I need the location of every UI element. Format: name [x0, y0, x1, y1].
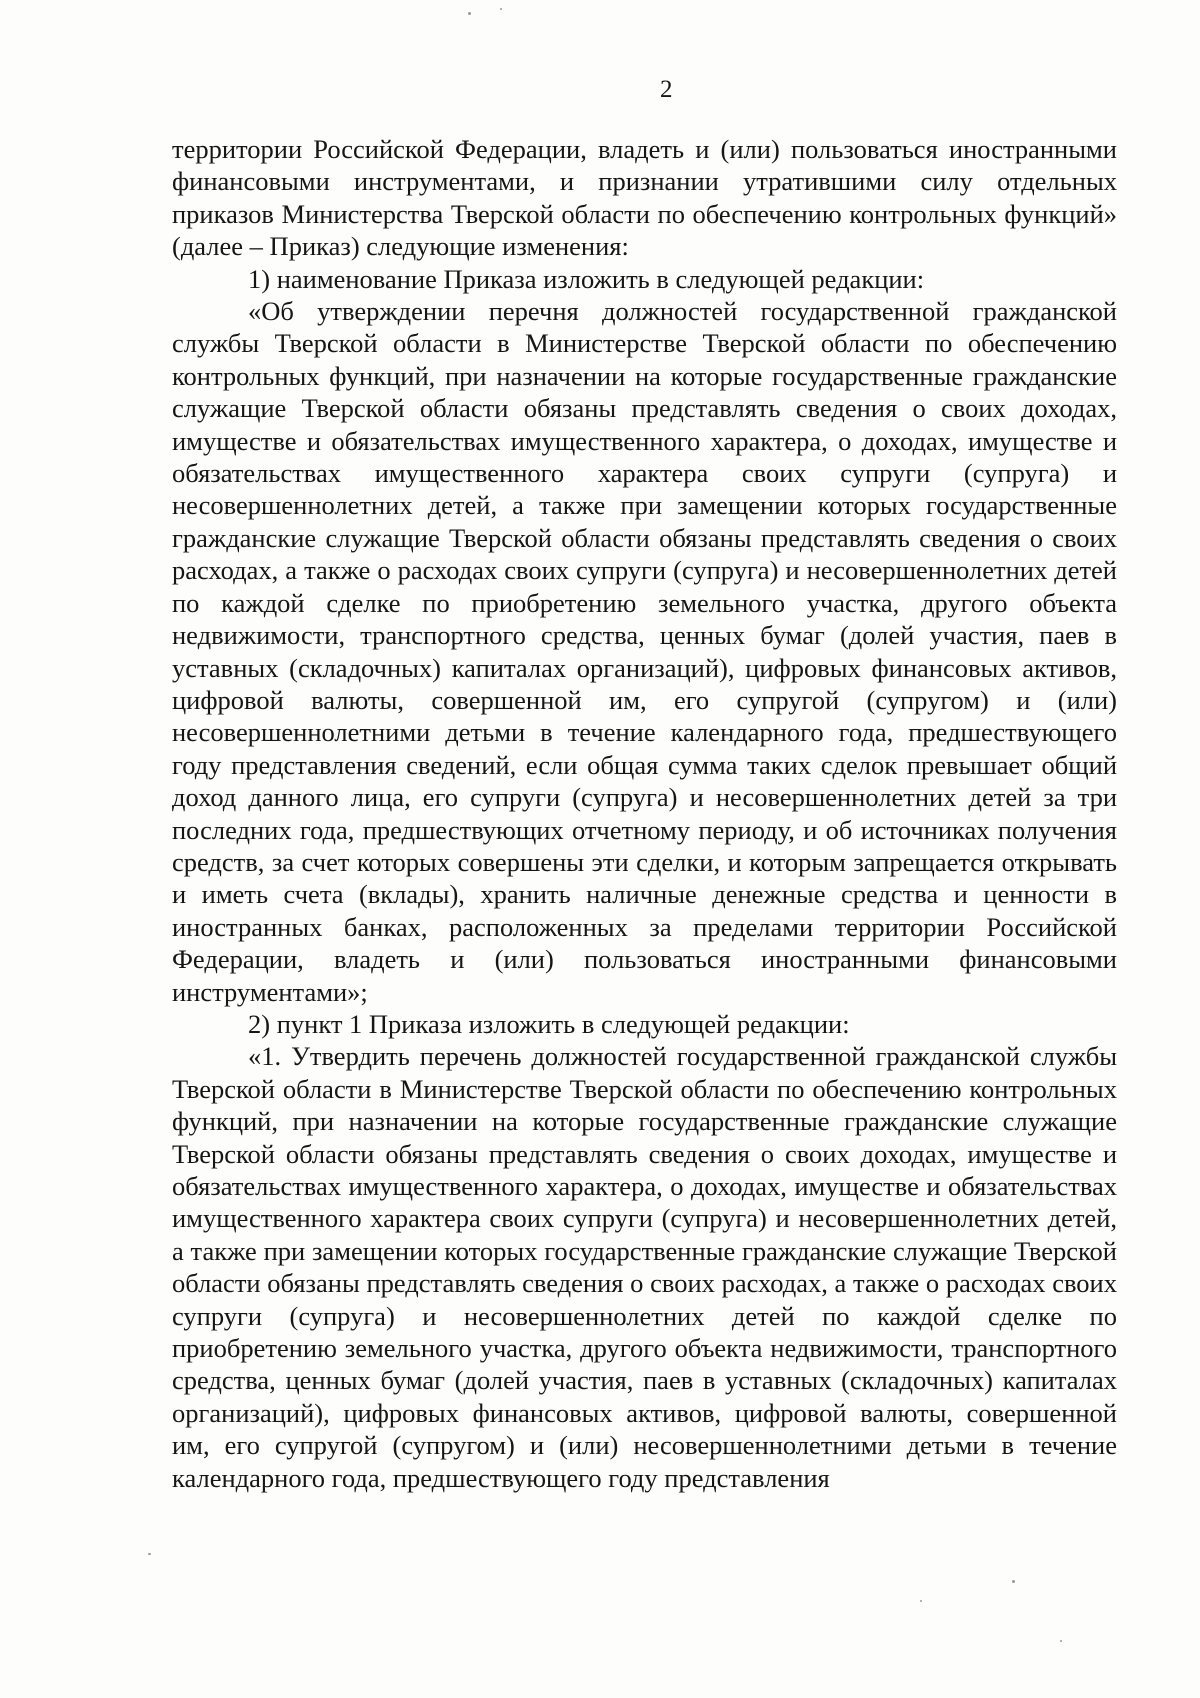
page-number: 2	[660, 76, 673, 103]
scan-speck	[500, 8, 502, 10]
document-body	[172, 133, 1117, 1494]
paragraph-item-1: 1) наименование Приказа изложить в следующей редакции:	[248, 263, 925, 294]
paragraph-continuation: территории Российской Федерации, владеть и (или) пользоваться иностранными финансовыми инструментами, и признании утратившими силу отдельных приказов Министерства Тверской области по обеспечению контрольных функций» (далее – Приказ) следующие изменения:	[172, 134, 1117, 262]
scan-speck	[1060, 1640, 1062, 1642]
paragraph-title-quote: «Об утверждении перечня должностей государственной гражданской службы Тверской области в Министерстве Тверской области по обеспечению контрольных функций, при назначении на которые государственные гражданские служащие Тверской области обязаны представлять сведения о своих доходах, имуществе и обязательствах имущественного характера, о доходах, имуществе и обязательствах имущественного характера своих супруги (супруга) и несовершеннолетних детей, а также при замещении которых государственные гражданские служащие Тверской области обязаны представлять сведения о своих расходах, а также о расходах своих супруги (супруга) и несовершеннолетних детей по каждой сделке по приобретению земельного участка, другого объекта недвижимости, транспортного средства, ценных бумаг (долей участия, паев в уставных (складочных) капиталах организаций), цифровых финансовых активов, цифровой валюты, совершенной им, его супругой (супругом) и (или) несовершеннолетними детьми в течение календарного года, предшествующего году представления сведений, если общая сумма таких сделок превышает общий доход данного лица, его супруги (супруга) и несовершеннолетних детей за три последних года, предшествующих отчетному периоду, и об источниках получения средств, за счет которых совершены эти сделки, и которым запрещается открывать и иметь счета (вклады), хранить наличные денежные средства и ценности в иностранных банках, расположенных за пределами территории Российской Федерации, владеть и (или) пользоваться иностранными финансовыми инструментами»;	[172, 296, 1117, 1007]
paragraph-item-2: 2) пункт 1 Приказа изложить в следующей редакции:	[248, 1008, 850, 1039]
scan-speck	[468, 12, 471, 15]
paragraph-point-1-quote: «1. Утвердить перечень должностей государственной гражданской службы Тверской области в Министерстве Тверской области по обеспечению контрольных функций, при назначении на которые государственные гражданские служащие Тверской области обязаны представлять сведения о своих доходах, имуществе и обязательствах имущественного характера, о доходах, имуществе и обязательствах имущественного характера своих супруги (супруга) и несовершеннолетних детей, а также при замещении которых государственные гражданские служащие Тверской области обязаны представлять сведения о своих расходах, а также о расходах своих супруги (супруга) и несовершеннолетних детей по каждой сделке по приобретению земельного участка, другого объекта недвижимости, транспортного средства, ценных бумаг (долей участия, паев в уставных (складочных) капиталах организаций), цифровых финансовых активов, цифровой валюты, совершенной им, его супругой (супругом) и (или) несовершеннолетними детьми в течение календарного года, предшествующего году представления	[172, 1041, 1117, 1493]
scan-speck	[920, 1600, 922, 1602]
scan-speck	[1012, 1580, 1015, 1583]
scan-speck	[148, 1553, 151, 1555]
